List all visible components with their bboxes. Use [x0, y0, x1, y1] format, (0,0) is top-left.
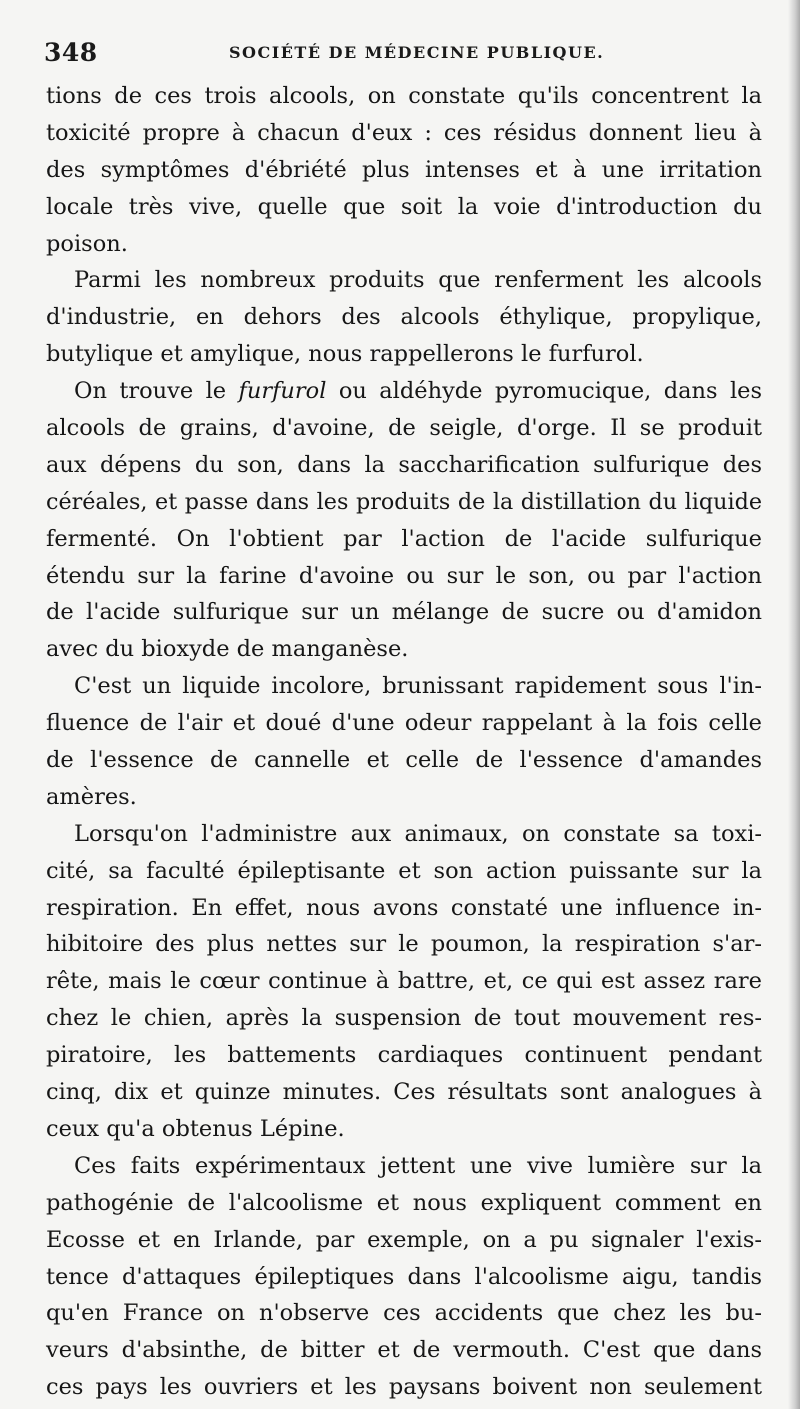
running-head: SOCIÉTÉ DE MÉDECINE PUBLIQUE. [229, 43, 605, 62]
text-line: avec du bioxyde de manganèse. [46, 636, 409, 663]
text-line: tions de ces trois alcools, on constate qu'ils concentrent la [46, 83, 762, 109]
text-line: chez le chien, après la suspension de tout mouvement res- [46, 1005, 762, 1032]
text-line: C'est un liquide incolore, brunissant rapidement sous l'in- [74, 673, 762, 700]
text-line: veurs d'absinthe, de bitter et de vermouth. C'est que dans [46, 1337, 762, 1364]
text-line-mixed [46, 373, 762, 410]
text-line: locale très vive, quelle que soit la voie d'introduction du [46, 193, 762, 220]
italic-term: furfurol [238, 378, 327, 405]
page-edge-shadow [788, 0, 800, 1409]
text-line: respiration. En effet, nous avons constaté une influence in- [46, 894, 762, 921]
page-number: 348 [44, 38, 98, 67]
text-line: cité, sa faculté épileptisante et son action puissante sur la [46, 857, 762, 884]
text-line: butylique et amylique, nous rappellerons le furfurol. [46, 341, 644, 368]
text-line: étendu sur la farine d'avoine ou sur le son, ou par l'action [46, 562, 762, 589]
text-line: rête, mais le cœur continue à battre, et, ce qui est assez rare [46, 968, 762, 995]
text-line: ces pays les ouvriers et les paysans boivent non seulement [46, 1374, 762, 1401]
text-run: On trouve le [74, 378, 227, 405]
text-line: Lorsqu'on l'administre aux animaux, on constate sa toxi- [74, 820, 762, 847]
text-line: Ecosse et en Irlande, par exemple, on a pu signaler l'exis- [46, 1226, 762, 1253]
text-line: fermenté. On l'obtient par l'action de l'acide sulfurique [46, 525, 762, 552]
text-line: cinq, dix et quinze minutes. Ces résultats sont analogues à [46, 1079, 762, 1106]
text-line: qu'en France on n'observe ces accidents que chez les bu- [46, 1300, 762, 1327]
text-line: de l'acide sulfurique sur un mélange de sucre ou d'amidon [46, 599, 762, 626]
text-line: toxicité propre à chacun d'eux : ces résidus donnent lieu à [46, 119, 762, 146]
body-text [46, 78, 762, 1406]
text-line: fluence de l'air et doué d'une odeur rappelant à la fois celle [46, 710, 762, 737]
text-line: tence d'attaques épileptiques dans l'alcoolisme aigu, tandis [46, 1263, 762, 1290]
text-line: des symptômes d'ébriété plus intenses et à une irritation [46, 156, 762, 183]
text-line: Parmi les nombreux produits que renferment les alcools [74, 267, 762, 294]
text-line: hibitoire des plus nettes sur le poumon, la respiration s'ar- [46, 931, 762, 958]
text-line: alcools de grains, d'avoine, de seigle, d'orge. Il se produit [46, 415, 762, 442]
text-line: pathogénie de l'alcoolisme et nous expliquent comment en [46, 1189, 762, 1216]
text-line: Ces faits expérimentaux jettent une vive lumière sur la [74, 1152, 762, 1179]
text-line: ceux qu'a obtenus Lépine. [46, 1115, 345, 1142]
text-line: aux dépens du son, dans la saccharification sulfurique des [46, 451, 762, 478]
text-run: ou aldéhyde pyromucique, dans les [338, 378, 762, 405]
page-header [44, 38, 764, 68]
text-line: céréales, et passe dans les produits de la distillation du liquide [46, 488, 762, 515]
text-line: piratoire, les battements cardiaques continuent pendant [46, 1042, 762, 1069]
text-line: poison. [46, 230, 128, 257]
text-line: de l'essence de cannelle et celle de l'essence d'amandes [46, 747, 762, 774]
text-line: amères. [46, 783, 137, 810]
text-line: d'industrie, en dehors des alcools éthylique, propylique, [46, 304, 762, 331]
